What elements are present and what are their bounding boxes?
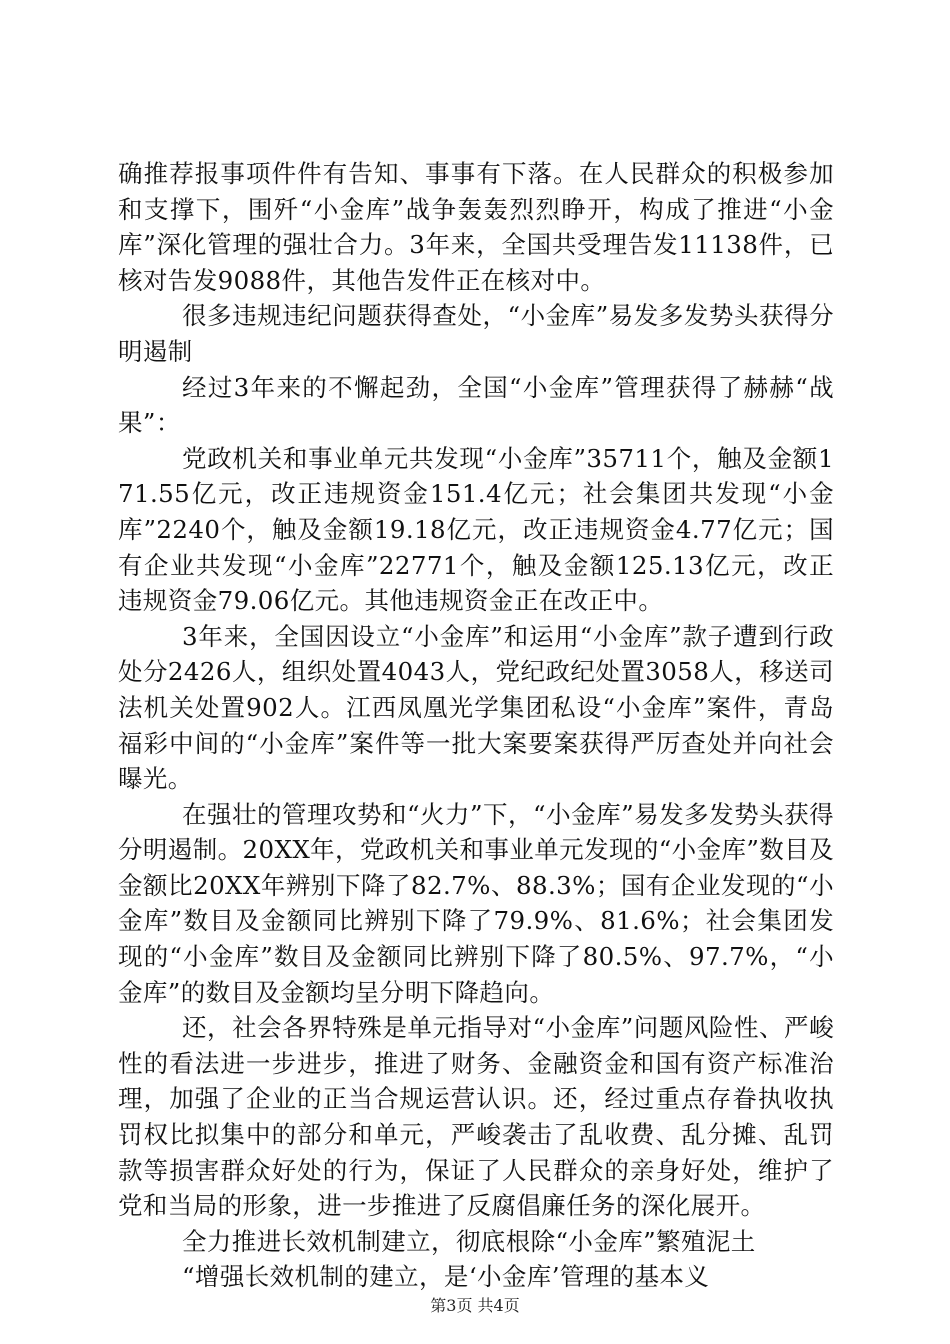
paragraph-2: 很多违规违纪问题获得查处，“小金库”易发多发势头获得分明遏制 xyxy=(118,301,834,366)
paragraph-7: 还，社会各界特殊是单元指导对“小金库”问题风险性、严峻性的看法进一步进步，推进了财务、金融资金和国有资产标准治理，加强了企业的正当合规运营认识。还，经过重点存眷执收执罚权比拟集中的部分和单元，严峻袭击了乱收费、乱分摊、乱罚款等损害群众好处的行为，保证了人民群众的亲身好处，维护了党和当局的形象，进一步推进了反腐倡廉任务的深化展开。 xyxy=(118,1013,834,1221)
page-footer: 第3页 共4页 xyxy=(430,1296,520,1315)
paragraph-9: “增强长效机制的建立，是‘小金库’管理的基本义 xyxy=(182,1262,710,1292)
paragraph-4: 党政机关和事业单元共发现“小金库”35711个，触及金额171.55亿元，改正违规资金151.4亿元；社会集团共发现“小金库”2240个，触及金额19.18亿元，改正违规资金4.77亿元；国有企业共发现“小金库”22771个，触及金额125.13亿元，改正违规资金79.06亿元。其他违规资金正在改正中。 xyxy=(118,443,834,616)
section-heading: 全力推进长效机制建立，彻底根除“小金库”繁殖泥土 xyxy=(182,1226,756,1256)
paragraph-5: 3年来，全国因设立“小金库”和运用“小金库”款子遭到行政处分2426人，组织处置4043人，党纪政纪处置3058人，移送司法机关处置902人。江西凤凰光学集团私设“小金库”案件，青岛福彩中间的“小金库”案件等一批大案要案获得严厉查处并向社会曝光。 xyxy=(118,621,834,794)
paragraph-6: 在强壮的管理攻势和“火力”下，“小金库”易发多发势头获得分明遏制。20XX年，党政机关和事业单元发现的“小金库”数目及金额比20XX年辨别下降了82.7%、88.3%；国有企业发现的“小金库”数目及金额同比辨别下降了79.9%、81.6%；社会集团发现的“小金库”数目及金额同比辨别下降了80.5%、97.7%，“小金库”的数目及金额均呈分明下降趋向。 xyxy=(118,799,835,1007)
paragraph-1: 确推荐报事项件件有告知、事事有下落。在人民群众的积极参加和支撑下，围歼“小金库”战争轰轰烈烈睁开，构成了推进“小金库”深化管理的强壮合力。3年来，全国共受理告发11138件，已核对告发9088件，其他告发件正在核对中。 xyxy=(118,159,834,295)
paragraph-3: 经过3年来的不懈起劲，全国“小金库”管理获得了赫赫“战果”： xyxy=(118,372,834,438)
document-body xyxy=(118,156,834,1295)
